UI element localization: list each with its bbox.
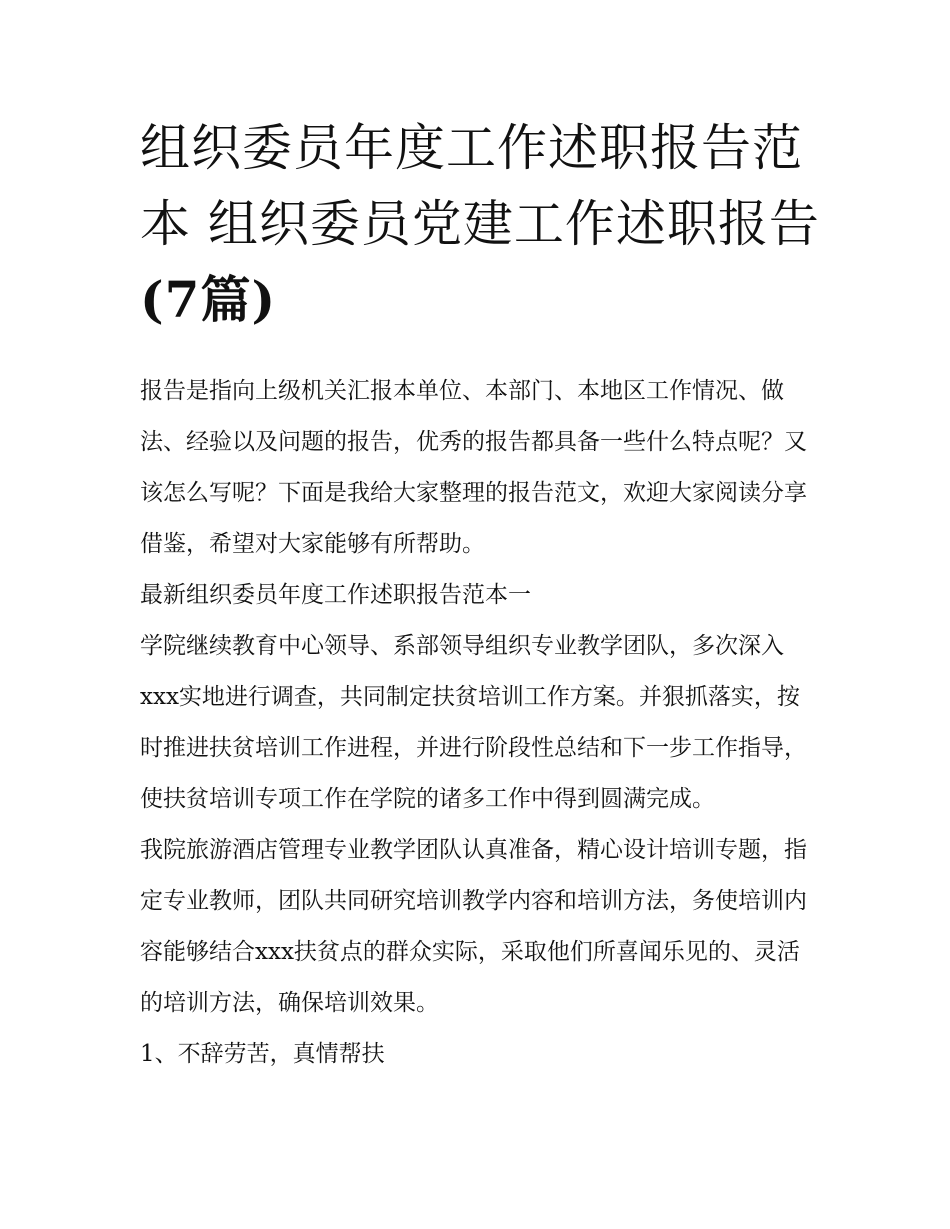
- document-body: [140, 366, 820, 1080]
- intro-paragraph: 报告是指向上级机关汇报本单位、本部门、本地区工作情况、做法、经验以及问题的报告，优秀的报告都具备一些什么特点呢？又该怎么写呢？下面是我给大家整理的报告范文，欢迎大家阅读分享借鉴，希望对大家能够有所帮助。: [140, 378, 807, 557]
- title-line-2: 本 组织委员党建工作述职报告: [140, 195, 820, 253]
- title-line-1: 组织委员年度工作述职报告范: [140, 119, 803, 177]
- title-line-3: (7篇): [140, 270, 277, 329]
- document-page: [140, 110, 820, 1080]
- section-heading: 最新组织委员年度工作述职报告范本一: [140, 582, 531, 608]
- body-paragraph-2: 我院旅游酒店管理专业教学团队认真准备，精心设计培训专题，指定专业教师，团队共同研究培训教学内容和培训方法，务使培训内容能够结合xxx扶贫点的群众实际，采取他们所喜闻乐见的、灵活的培训方法，确保培训效果。: [140, 837, 807, 1016]
- body-paragraph-1: 学院继续教育中心领导、系部领导组织专业教学团队，多次深入xxx实地进行调查，共同制定扶贫培训工作方案。并狠抓落实，按时推进扶贫培训工作进程，并进行阶段性总结和下一步工作指导，使扶贫培训专项工作在学院的诸多工作中得到圆满完成。: [140, 633, 807, 812]
- document-title: [140, 110, 820, 338]
- list-item-1: 1、不辞劳苦，真情帮扶: [140, 1041, 385, 1067]
